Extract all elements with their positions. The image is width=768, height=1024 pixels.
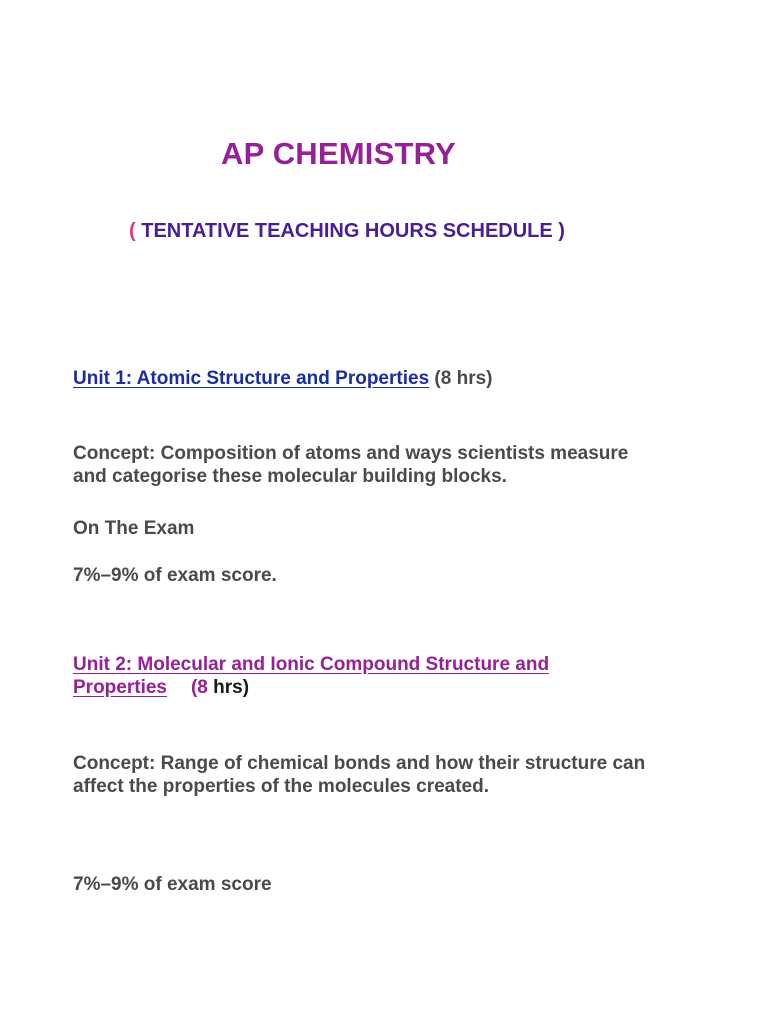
unit2-exam-score: 7%–9% of exam score [73,874,272,895]
unit1-heading-row [73,367,493,390]
subtitle-close-paren: ) [558,220,565,242]
document-title: AP CHEMISTRY [221,136,456,171]
document-subtitle [129,220,565,243]
unit1-concept [73,442,628,488]
unit1-concept-line2: and categorise these molecular building blocks. [73,466,507,487]
unit2-concept-line1: Concept: Range of chemical bonds and how their structure can [73,753,646,774]
unit2-hours-unit: hrs) [213,677,250,698]
unit2-concept [73,752,645,798]
unit2-hours-number: (8 [190,677,208,698]
unit2-heading-block [73,653,549,699]
subtitle-open-paren: ( [129,220,136,242]
unit1-exam-label: On The Exam [73,518,195,539]
unit2-heading-link-line2[interactable]: Properties [73,677,167,698]
unit1-hours: (8 hrs) [434,368,493,389]
unit1-heading-link[interactable]: Unit 1: Atomic Structure and Properties [73,368,430,389]
unit1-exam-score: 7%–9% of exam score. [73,565,277,586]
unit2-concept-line2: affect the properties of the molecules created. [73,776,490,797]
unit2-heading-link-line1[interactable]: Unit 2: Molecular and Ionic Compound Structure and [73,654,550,675]
subtitle-text: TENTATIVE TEACHING HOURS SCHEDULE [141,220,553,242]
unit1-concept-line1: Concept: Composition of atoms and ways scientists measure [73,443,629,464]
